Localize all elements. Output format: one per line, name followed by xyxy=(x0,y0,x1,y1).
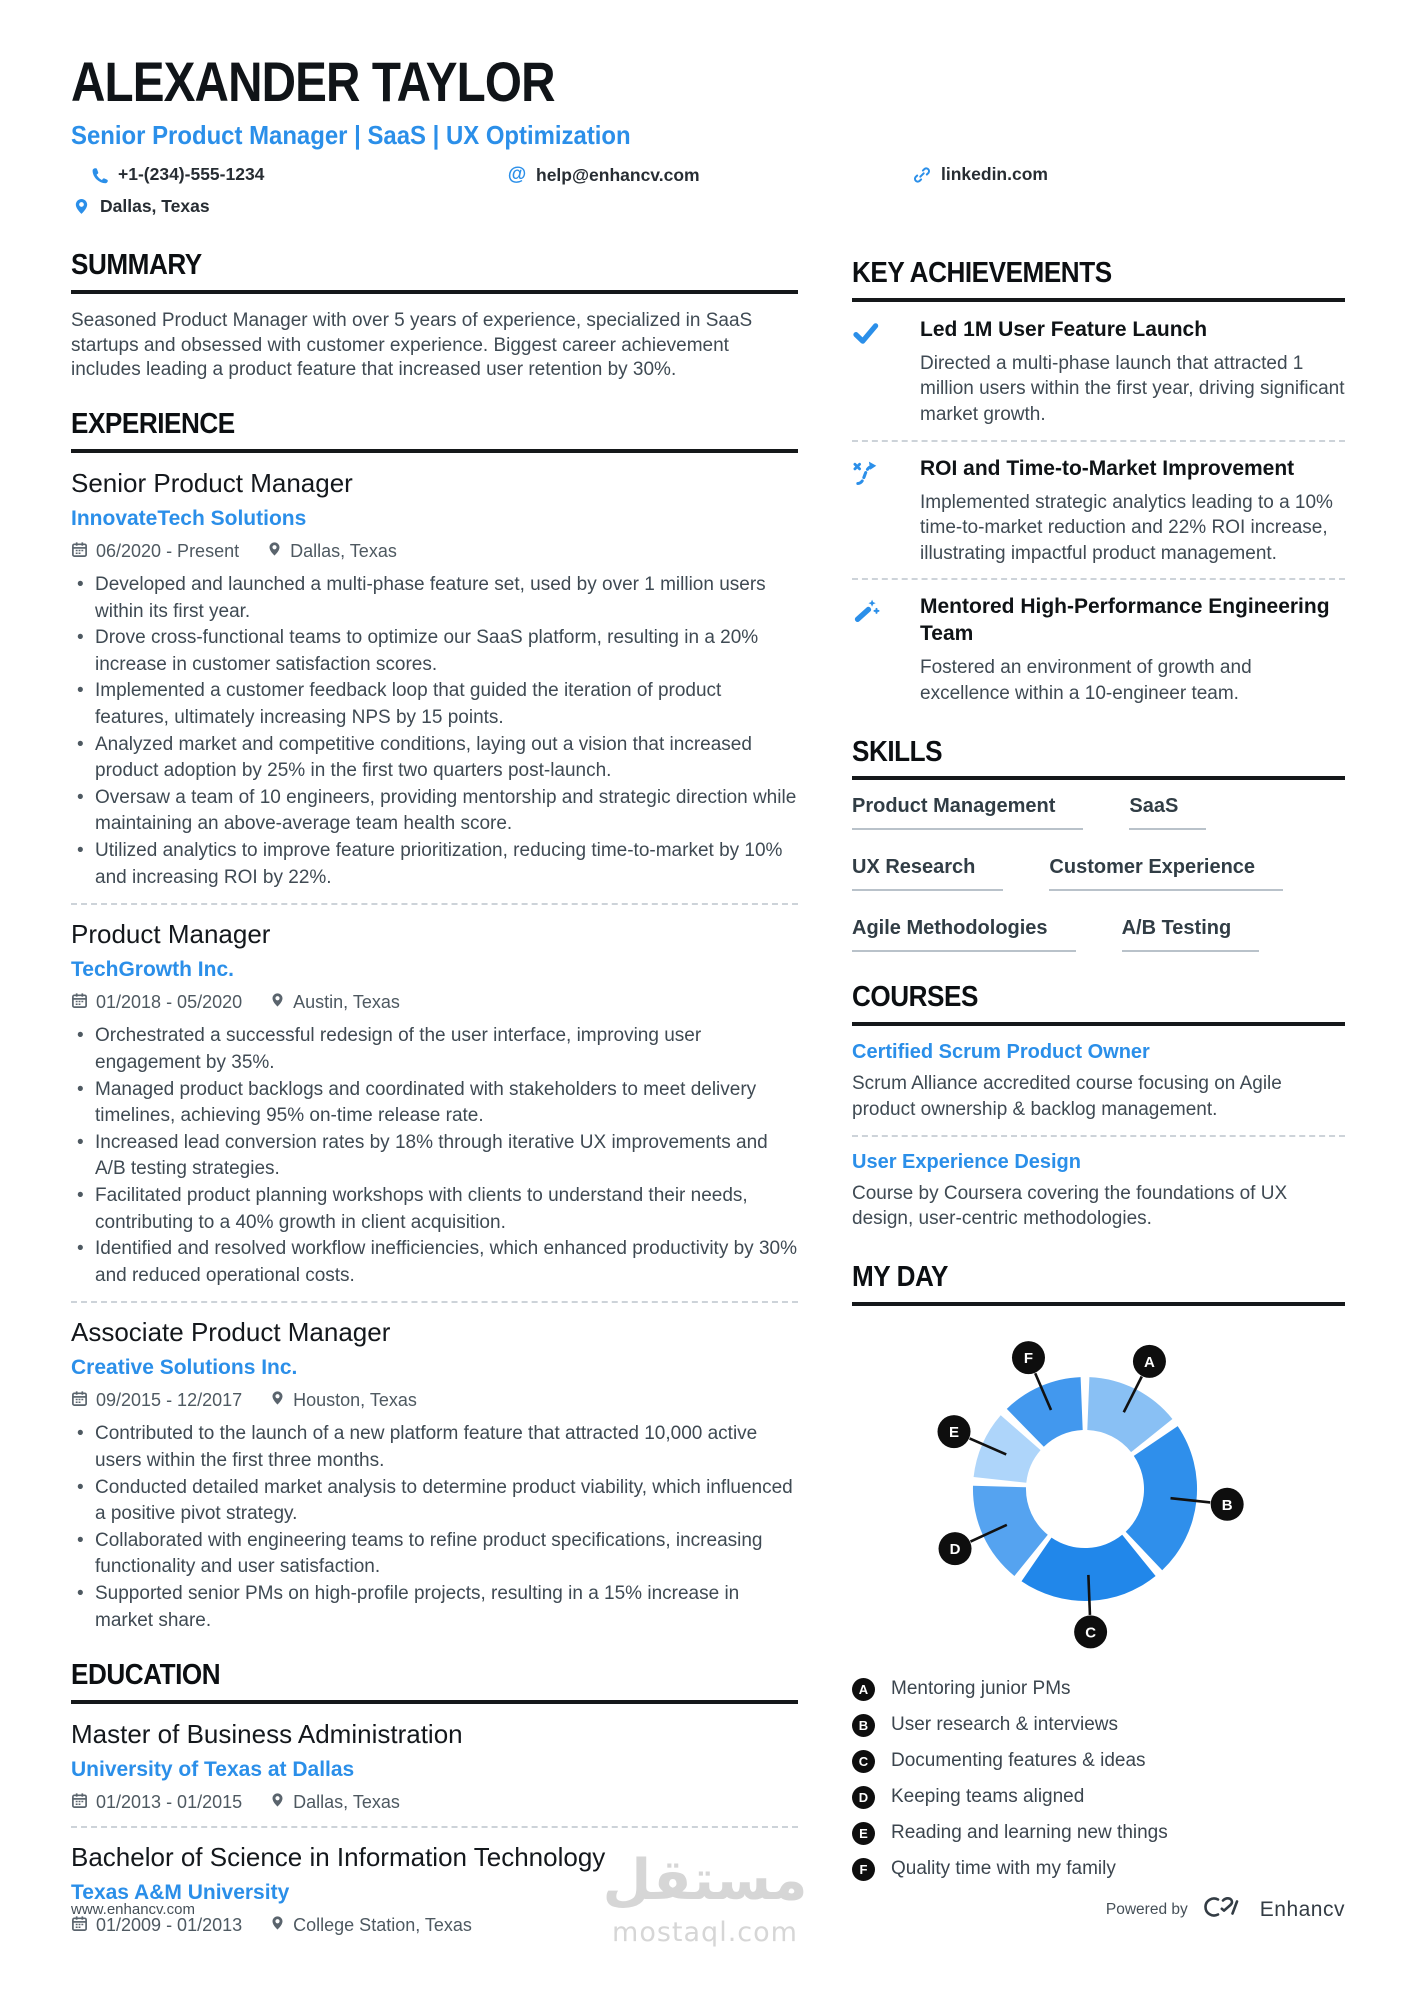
job-bullet: • Conducted detailed market analysis to determine product viability, which influenced a positive pivot strategy. xyxy=(71,1475,798,1528)
calendar-icon xyxy=(71,992,88,1014)
dates-text: 09/2015 - 12/2017 xyxy=(96,1390,243,1411)
summary-heading: SUMMARY xyxy=(71,250,798,294)
school-name: Texas A&M University xyxy=(71,1881,290,1905)
location-pin-icon xyxy=(270,1389,285,1412)
job-meta xyxy=(71,540,798,563)
location-pin-icon xyxy=(267,540,282,563)
label-connector xyxy=(1088,1575,1090,1615)
job-entry xyxy=(71,468,798,891)
powered-by-label: Powered by xyxy=(1105,1900,1188,1918)
wand-icon xyxy=(852,594,920,630)
dates-text: 06/2020 - Present xyxy=(96,541,240,562)
legend-activity: Quality time with my family xyxy=(891,1858,1116,1880)
my-day-donut-chart xyxy=(852,1321,1345,1657)
phone-contact xyxy=(89,164,264,185)
location-text: College Station, Texas xyxy=(293,1915,472,1936)
dates-text: 01/2013 - 01/2015 xyxy=(96,1792,243,1813)
enhancv-logo-icon xyxy=(1201,1892,1247,1927)
achievement-body xyxy=(920,317,1345,428)
achievement-item xyxy=(852,456,1345,567)
job-bullet: • Developed and launched a multi-phase feature set, used by over 1 million users within its first year. xyxy=(71,572,798,625)
achievement-text: Implemented strategic analytics leading to a 10% time-to-market reduction and 22% ROI increase, illustrating impactful product management. xyxy=(920,491,1333,564)
job-meta xyxy=(71,1389,798,1412)
skill-item[interactable]: Product Management xyxy=(852,795,1083,830)
location-pin-icon xyxy=(71,197,91,216)
skill-item[interactable]: Customer Experience xyxy=(1049,856,1283,891)
legend-activity: Mentoring junior PMs xyxy=(891,1678,1071,1700)
segment-label-text: D xyxy=(949,1540,961,1558)
legend-letter-badge: A xyxy=(852,1678,875,1701)
legend-item xyxy=(852,1786,1345,1809)
dates xyxy=(71,992,242,1014)
segment-label-text: B xyxy=(1221,1496,1233,1514)
education-heading: EDUCATION xyxy=(71,1660,798,1704)
degree-title: Master of Business Administration xyxy=(71,1719,463,1750)
job-company: TechGrowth Inc. xyxy=(71,958,234,982)
page-footer xyxy=(71,1892,1345,1927)
experience-heading: EXPERIENCE xyxy=(71,409,798,453)
skill-list xyxy=(852,795,1345,952)
legend-letter-badge: B xyxy=(852,1714,875,1737)
legend-letter-badge: D xyxy=(852,1786,875,1809)
job-bullet: • Orchestrated a successful redesign of the user interface, improving user engagement by 35%. xyxy=(71,1023,798,1076)
legend-item xyxy=(852,1678,1345,1701)
course-title[interactable]: Certified Scrum Product Owner xyxy=(852,1041,1150,1064)
legend-activity: Documenting features & ideas xyxy=(891,1750,1146,1772)
resume-header xyxy=(71,50,1341,217)
brand-name[interactable]: Enhancv xyxy=(1259,1897,1345,1921)
skill-item[interactable]: Agile Methodologies xyxy=(852,917,1076,952)
legend-item xyxy=(852,1714,1345,1737)
section-divider xyxy=(852,1135,1345,1137)
my-day-heading: MY DAY xyxy=(852,1262,1345,1306)
calendar-icon xyxy=(71,1792,88,1814)
link-icon xyxy=(912,166,932,184)
job-meta xyxy=(71,1791,798,1814)
dates-text: 01/2018 - 05/2020 xyxy=(96,992,243,1013)
course-list xyxy=(852,1041,1345,1232)
email-address[interactable]: help@enhancv.com xyxy=(536,164,700,185)
job-location xyxy=(267,540,397,563)
experience-section xyxy=(71,409,798,1634)
powered-by xyxy=(1106,1892,1345,1927)
job-title: Product Manager xyxy=(71,919,271,950)
achievements-heading: KEY ACHIEVEMENTS xyxy=(852,258,1345,302)
skill-item[interactable]: UX Research xyxy=(852,856,1003,891)
contact-info xyxy=(71,164,1341,190)
job-title: Associate Product Manager xyxy=(71,1317,391,1348)
course-entry xyxy=(852,1041,1345,1122)
legend-item xyxy=(852,1822,1345,1845)
job-location xyxy=(270,991,400,1014)
job-bullet: • Supported senior PMs on high-profile projects, resulting in a 15% increase in market share. xyxy=(71,1581,798,1634)
email-contact[interactable] xyxy=(507,164,700,186)
segment-label-text: A xyxy=(1144,1353,1155,1371)
candidate-name: ALEXANDER TAYLOR xyxy=(71,50,555,113)
job-company: Creative Solutions Inc. xyxy=(71,1356,298,1380)
footer-site-link[interactable]: www.enhancv.com xyxy=(71,1901,195,1918)
watermark-latin: mostaql.com xyxy=(612,1917,798,1948)
achievement-title: ROI and Time-to-Market Improvement xyxy=(920,456,1295,480)
job-bullet: • Oversaw a team of 10 engineers, providing mentorship and strategic direction while maintaining an above-average team health score. xyxy=(71,785,798,838)
section-divider xyxy=(71,1301,798,1303)
course-text: Course by Coursera covering the foundations of UX design, user-centric methodologies. xyxy=(852,1182,1288,1230)
location-text: Dallas, Texas xyxy=(100,196,210,216)
dates-text: 01/2009 - 01/2013 xyxy=(96,1915,243,1936)
achievement-item xyxy=(852,317,1345,428)
section-divider xyxy=(71,1826,798,1828)
segment-label-text: F xyxy=(1023,1349,1034,1367)
job-bullets xyxy=(71,1023,798,1289)
skills-heading: SKILLS xyxy=(852,737,1345,781)
linkedin-contact[interactable] xyxy=(912,164,1048,185)
job-bullet: • Facilitated product planning workshops with clients to understand their needs, contributing to a 40% growth in client acquisition. xyxy=(71,1183,798,1236)
watermark-arabic: مستقل xyxy=(602,1848,808,1913)
my-day-legend xyxy=(852,1678,1345,1881)
calendar-icon xyxy=(71,1390,88,1412)
location-pin-icon xyxy=(270,1791,285,1814)
job-list xyxy=(71,468,798,1634)
skills-section xyxy=(852,737,1345,953)
legend-letter-badge: C xyxy=(852,1750,875,1773)
job-bullets xyxy=(71,572,798,891)
course-text: Scrum Alliance accredited course focusing on Agile product ownership & backlog management. xyxy=(852,1073,1282,1120)
dates xyxy=(71,1390,242,1412)
course-entry xyxy=(852,1151,1345,1232)
achievement-title: Led 1M User Feature Launch xyxy=(920,317,1208,341)
job-bullet: • Implemented a customer feedback loop that guided the iteration of product features, ultimately increasing NPS by 15 points. xyxy=(71,678,798,731)
dates xyxy=(71,1792,242,1814)
job-bullet: • Collaborated with engineering teams to refine product specifications, increasing functionality and user satisfaction. xyxy=(71,1528,798,1581)
right-column xyxy=(852,258,1345,1911)
achievement-title: Mentored High-Performance Engineering Team xyxy=(920,595,1330,646)
location-text: Dallas, Texas xyxy=(290,541,397,562)
legend-activity: Reading and learning new things xyxy=(891,1822,1168,1844)
achievements-section xyxy=(852,258,1345,707)
section-divider xyxy=(852,440,1345,442)
strategy-icon xyxy=(852,456,920,492)
school-entry xyxy=(71,1719,798,1814)
segment-label-text: C xyxy=(1085,1624,1097,1642)
dates xyxy=(71,541,239,563)
job-title: Senior Product Manager xyxy=(71,467,353,498)
job-company: InnovateTech Solutions xyxy=(71,507,307,531)
location-pin-icon xyxy=(270,991,285,1014)
job-bullet: • Managed product backlogs and coordinated with stakeholders to meet delivery timelines, achieving 95% on-time release rate. xyxy=(71,1077,798,1130)
at-icon: @ xyxy=(507,164,527,185)
achievement-list xyxy=(852,317,1345,707)
legend-letter-badge: F xyxy=(852,1858,875,1881)
skill-item[interactable]: SaaS xyxy=(1129,795,1206,830)
calendar-icon xyxy=(71,541,88,563)
courses-heading: COURSES xyxy=(852,982,1345,1026)
achievement-body xyxy=(920,456,1345,567)
section-divider xyxy=(852,578,1345,580)
job-bullets xyxy=(71,1421,798,1634)
school-name: University of Texas at Dallas xyxy=(71,1758,355,1782)
my-day-section xyxy=(852,1262,1345,1881)
section-divider xyxy=(71,903,798,905)
legend-item xyxy=(852,1750,1345,1773)
degree-title: Bachelor of Science in Information Technology xyxy=(71,1842,606,1873)
legend-activity: User research & interviews xyxy=(891,1714,1119,1736)
job-bullet: • Analyzed market and competitive conditions, laying out a vision that increased product adoption by 25% in the first two quarters post-launch. xyxy=(71,732,798,785)
location-text: Austin, Texas xyxy=(293,992,400,1013)
summary-text: Seasoned Product Manager with over 5 years of experience, specialized in SaaS startups and obsessed with customer experience. Biggest career achievement includes leading a product feature that increased user retention by 30%. xyxy=(71,309,753,381)
job-bullet: • Drove cross-functional teams to optimize our SaaS platform, resulting in a 20% increase in customer satisfaction scores. xyxy=(71,625,798,678)
job-bullet: • Utilized analytics to improve feature prioritization, reducing time-to-market by 10% and increasing ROI by 22%. xyxy=(71,838,798,891)
left-column xyxy=(71,250,798,1963)
achievement-body xyxy=(920,594,1345,706)
candidate-title: Senior Product Manager | SaaS | UX Optimization xyxy=(71,120,631,150)
job-bullet: • Identified and resolved workflow inefficiencies, which enhanced productivity by 30% and reduced operational costs. xyxy=(71,1236,798,1289)
phone-number: +1-(234)-555-1234 xyxy=(118,164,265,184)
phone-icon xyxy=(89,166,109,184)
course-title[interactable]: User Experience Design xyxy=(852,1150,1081,1173)
job-location xyxy=(270,1389,417,1412)
check-icon xyxy=(852,317,920,352)
job-meta xyxy=(71,991,798,1014)
skill-item[interactable]: A/B Testing xyxy=(1122,917,1260,952)
job-location xyxy=(270,1791,400,1814)
segment-label-text: E xyxy=(949,1423,960,1441)
location-text: Houston, Texas xyxy=(293,1390,417,1411)
location-text: Dallas, Texas xyxy=(293,1792,400,1813)
job-bullet: • Increased lead conversion rates by 18% through iterative UX improvements and A/B testing strategies. xyxy=(71,1130,798,1183)
job-entry xyxy=(71,1317,798,1634)
courses-section xyxy=(852,982,1345,1231)
job-bullet: • Contributed to the launch of a new platform feature that attracted 10,000 active users within the first three months. xyxy=(71,1421,798,1474)
achievement-item xyxy=(852,594,1345,706)
linkedin-url[interactable]: linkedin.com xyxy=(941,164,1048,184)
location-contact xyxy=(71,196,1341,217)
legend-activity: Keeping teams aligned xyxy=(891,1786,1085,1808)
legend-letter-badge: E xyxy=(852,1822,875,1845)
achievement-text: Fostered an environment of growth and excellence within a 10-engineer team. xyxy=(920,657,1252,704)
achievement-text: Directed a multi-phase launch that attracted 1 million users within the first year, driving significant market growth. xyxy=(920,352,1345,426)
summary-section xyxy=(71,250,798,383)
job-entry xyxy=(71,919,798,1289)
legend-item xyxy=(852,1858,1345,1881)
